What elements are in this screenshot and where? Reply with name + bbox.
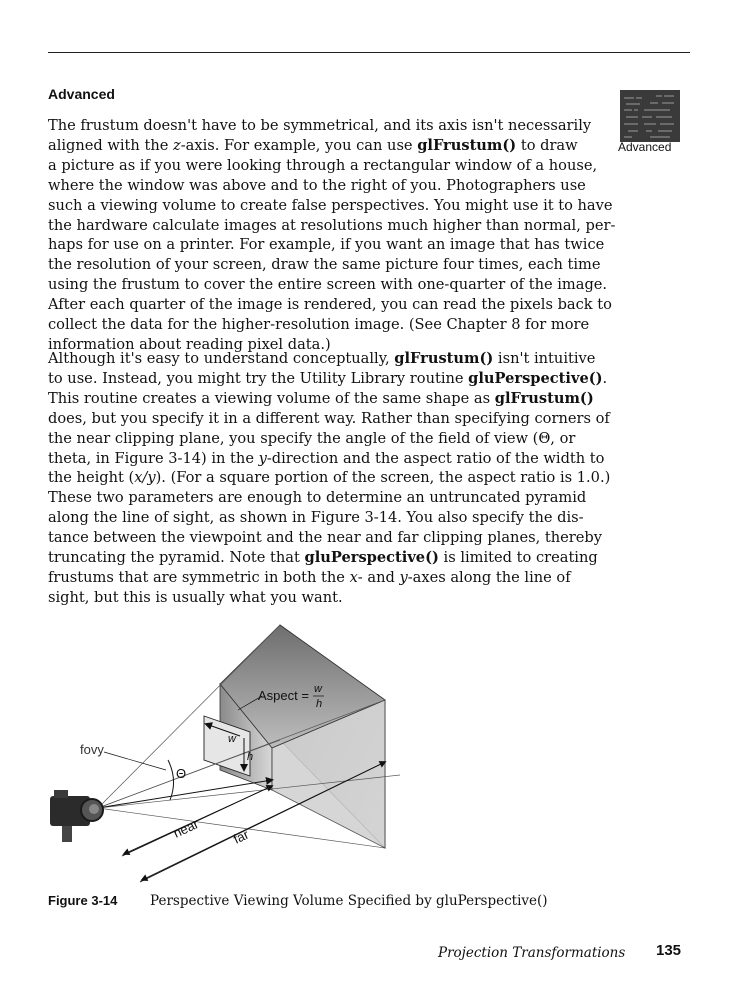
aspect-label: Aspect = xyxy=(258,688,309,703)
figure-caption xyxy=(48,893,548,909)
text-line: to use. Instead, you might try the Utility Library routine gluPerspective(). xyxy=(48,369,608,387)
aspect-denominator: h xyxy=(316,698,323,710)
text-line: using the frustum to cover the entire screen with one-quarter of the image. xyxy=(48,276,608,294)
fovy-leader xyxy=(104,752,166,770)
figure-caption-label: Figure 3-14 xyxy=(48,893,118,908)
function-name: gluPerspective() xyxy=(304,549,439,567)
text-line: aligned with the z-axis. For example, you can use glFrustum() to draw xyxy=(48,136,578,154)
text-line: such a viewing volume to create false perspectives. You might use it to have xyxy=(48,196,613,214)
fovy-label: fovy xyxy=(80,742,104,757)
text-line: does, but you specify it in a different way. Rather than specifying corners of xyxy=(48,409,610,427)
text-line: This routine creates a viewing volume of the same shape as glFrustum() xyxy=(48,389,594,407)
theta-label: Θ xyxy=(176,766,187,781)
aspect-numerator: w xyxy=(314,683,322,695)
text-line: the hardware calculate images at resolutions much higher than normal, per- xyxy=(48,216,616,234)
text-line: the resolution of your screen, draw the same picture four times, each time xyxy=(48,256,601,274)
text-line: along the line of sight, as shown in Figure 3-14. You also specify the dis- xyxy=(48,509,584,527)
text-line: haps for use on a printer. For example, if you want an image that has twice xyxy=(48,236,605,254)
text-line: These two parameters are enough to determine an untruncated pyramid xyxy=(48,489,587,507)
paragraph-1 xyxy=(48,116,616,355)
text-line: where the window was above and to the right of you. Photographers use xyxy=(48,176,586,194)
paragraph-2 xyxy=(48,349,611,608)
near-label: near xyxy=(170,816,201,841)
top-rule xyxy=(48,52,690,53)
function-name: glFrustum() xyxy=(494,389,594,407)
text-line: Although it's easy to understand conceptually, glFrustum() isn't intuitive xyxy=(48,350,596,367)
text-line: collect the data for the higher-resolution image. (See Chapter 8 for more xyxy=(48,316,590,334)
perspective-figure xyxy=(40,620,680,888)
text-line: information about reading pixel data.) xyxy=(48,335,331,353)
text-line: frustums that are symmetric in both the x- and y-axes along the line of xyxy=(48,568,571,586)
advanced-code-icon xyxy=(620,90,680,142)
page-number: 135 xyxy=(656,942,682,959)
text-line: sight, but this is usually what you want. xyxy=(48,588,343,606)
figure-caption-text: Perspective Viewing Volume Specified by gluPerspective() xyxy=(150,893,548,909)
margin-icon-label: Advanced xyxy=(618,140,672,154)
function-name: glFrustum() xyxy=(394,350,494,367)
far-label: far xyxy=(230,826,252,847)
line-of-sight-arrow xyxy=(98,780,272,808)
camera-icon xyxy=(50,790,103,842)
text-line: the near clipping plane, you specify the angle of the field of view (Θ, or xyxy=(48,429,576,447)
text-line: theta, in Figure 3-14) in the y-direction and the aspect ratio of the width to xyxy=(48,449,605,467)
text-line: truncating the pyramid. Note that gluPerspective() is limited to creating xyxy=(48,549,598,567)
w-label: w xyxy=(228,733,236,745)
text-line: a picture as if you were looking through a rectangular window of a house, xyxy=(48,156,598,174)
function-name: gluPerspective() xyxy=(468,369,603,387)
text-line: tance between the viewpoint and the near and far clipping planes, thereby xyxy=(48,529,602,547)
text-line: The frustum doesn't have to be symmetrical, and its axis isn't necessarily xyxy=(48,117,592,134)
function-name: glFrustum() xyxy=(417,136,517,154)
text-line: the height (x/y). (For a square portion of the screen, the aspect ratio is 1.0.) xyxy=(48,469,611,487)
running-footer-title: Projection Transformations xyxy=(438,945,626,961)
section-label: Advanced xyxy=(48,86,115,102)
h-label: h xyxy=(247,751,254,763)
text-line: After each quarter of the image is rendered, you can read the pixels back to xyxy=(48,296,612,314)
